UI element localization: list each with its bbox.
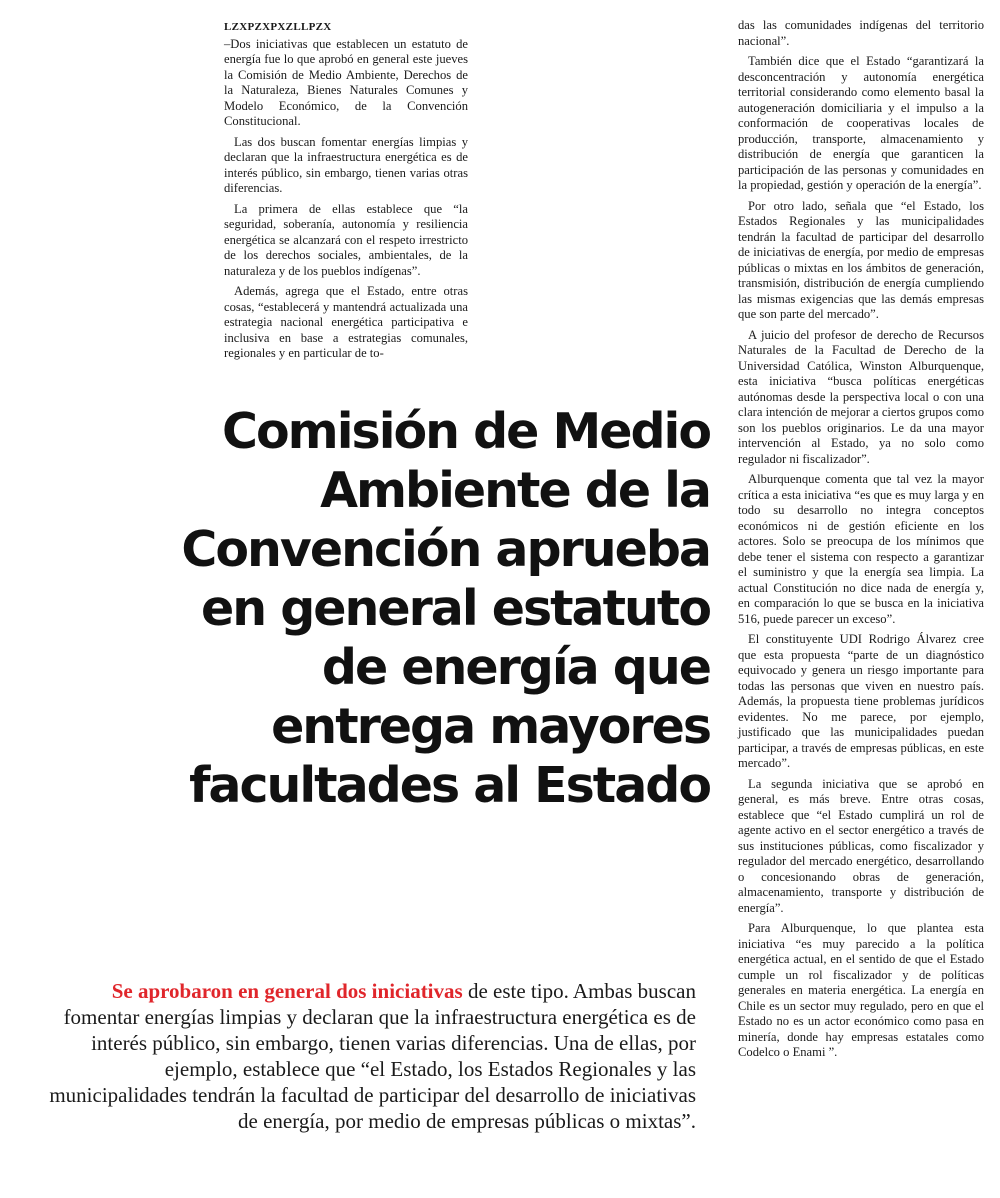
headline-line: Comisión de Medio xyxy=(222,403,710,460)
paragraph: Las dos buscan fomentar energías limpias y declaran que la infraestructura energética es de interés público, sin embargo, tienen varias otras diferencias. xyxy=(224,134,468,195)
headline-line: en general estatuto xyxy=(201,580,710,637)
headline-line: facultades al Estado xyxy=(189,757,710,814)
headline-line: entrega mayores xyxy=(271,698,710,755)
paragraph: –Dos iniciativas que establecen un estatuto de energía fue lo que aprobó en general este jueves la Comisión de Medio Ambiente, Derechos de la Naturaleza, Bienes Naturales Comunes y Modelo Económico, de la Convención Constitucional. xyxy=(224,36,468,128)
paragraph: La segunda iniciativa que se aprobó en general, es más breve. Entre otras cosas, establece que “el Estado cumplirá un rol de agente activo en el sector energético a través de sus instituciones públicas, como fiscalizador y regulador del mercado energético, desarrollando o concesionando obras de generación, almacenamiento, transporte y distribución de energía”. xyxy=(738,776,984,915)
lead-highlight: Se aprobaron en general dos iniciativas xyxy=(111,979,463,1003)
lead-paragraph xyxy=(40,978,696,1134)
left-article-column xyxy=(224,20,468,367)
paragraph: Para Alburquenque, lo que plantea esta iniciativa “es muy parecido a la política energética actual, en el sentido de que el Estado cumple un rol fiscalizador y de políticas generales en materia energética. La energía en Chile es un sector muy regulado, pero en que el Estado no es un actor económico como pasa en minería, donde hay empresas estatales como Codelco o Enami ”. xyxy=(738,921,984,1059)
headline-line: de energía que xyxy=(321,639,710,696)
paragraph: A juicio del profesor de derecho de Recursos Naturales de la Facultad de Derecho de la Universidad Católica, Winston Alburquenque, esta iniciativa “busca políticas energéticas autónomas desde la perspectiva local o con una clara intención de mejorar a ciertos grupos como son los pueblos originarios. Le da una mayor intervención al Estado, ya no solo como regulador ni fiscalizador”. xyxy=(738,327,984,466)
section-slug: LZXPZXPXZLLPZX xyxy=(224,21,332,33)
lead-text: de este tipo. Ambas buscan fomentar energías limpias y declaran que la infraestructura energética es de interés público, sin embargo, tienen varias diferencias. Una de ellas, por ejemplo, establece que “el Estado, los Estados Regionales y las municipalidades tendrán la facultad de participar del desarrollo de iniciativas de energía, por medio de empresas públicas o mixtas”. xyxy=(49,979,696,1133)
paragraph: Además, agrega que el Estado, entre otras cosas, “establecerá y mantendrá actualizada una estrategia nacional energética participativa e inclusiva en base a estrategias comunales, regionales y en particular de to- xyxy=(224,284,468,360)
headline-line: Convención aprueba xyxy=(181,521,710,578)
paragraph: Alburquenque comenta que tal vez la mayor crítica a esta iniciativa “es que es muy larga y en todo su desarrollo no integra conceptos económicos ni de gestión eficiente en los actores. Solo se preocupa de los mínimos que debe tener el sistema con respecto a garantizar el suministro y que la energía sea limpia. La actual Constitución no dice nada de energía y, en comparación lo que se busca en la iniciativa 516, puede parecer un exceso”. xyxy=(738,472,984,626)
paragraph: También dice que el Estado “garantizará la desconcentración y autonomía energética territorial considerando como elemento basal la autogeneración domiciliaria y el impulso a la conformación de cooperativas locales de producción, transporte, almacenamiento y distribución de energía que garanticen la participación de las personas y comunidades en la propiedad, gestión y operación de la energía”. xyxy=(738,54,984,192)
paragraph: El constituyente UDI Rodrigo Álvarez cree que esta propuesta “parte de un diagnóstico equivocado y genera un riesgo importante para todas las personas que viven en nuestro país. Además, la propuesta tiene problemas jurídicos evidentes. No me parece, por ejemplo, justificado que las municipalidades puedan participar, a través de empresas públicas, en este mercado”. xyxy=(738,632,984,770)
paragraph: Por otro lado, señala que “el Estado, los Estados Regionales y las municipalidades tendrán la facultad de participar del desarrollo de iniciativas de energía, por medio de empresas públicas o mixtas en los ámbitos de generación, transmisión, distribución de energía cumpliendo las mismas exigencias que las demás empresas que son parte del mercado”. xyxy=(738,198,984,321)
headline xyxy=(30,402,710,815)
headline-line: Ambiente de la xyxy=(320,462,710,519)
paragraph: La primera de ellas establece que “la seguridad, soberanía, autonomía y resiliencia energética se alcanzará con el respeto irrestricto de los derechos sociales, ambientales, de la naturaleza y de los pueblos indígenas”. xyxy=(224,201,468,278)
paragraph: das las comunidades indígenas del territorio nacional”. xyxy=(738,18,984,48)
right-article-column xyxy=(738,18,984,1066)
